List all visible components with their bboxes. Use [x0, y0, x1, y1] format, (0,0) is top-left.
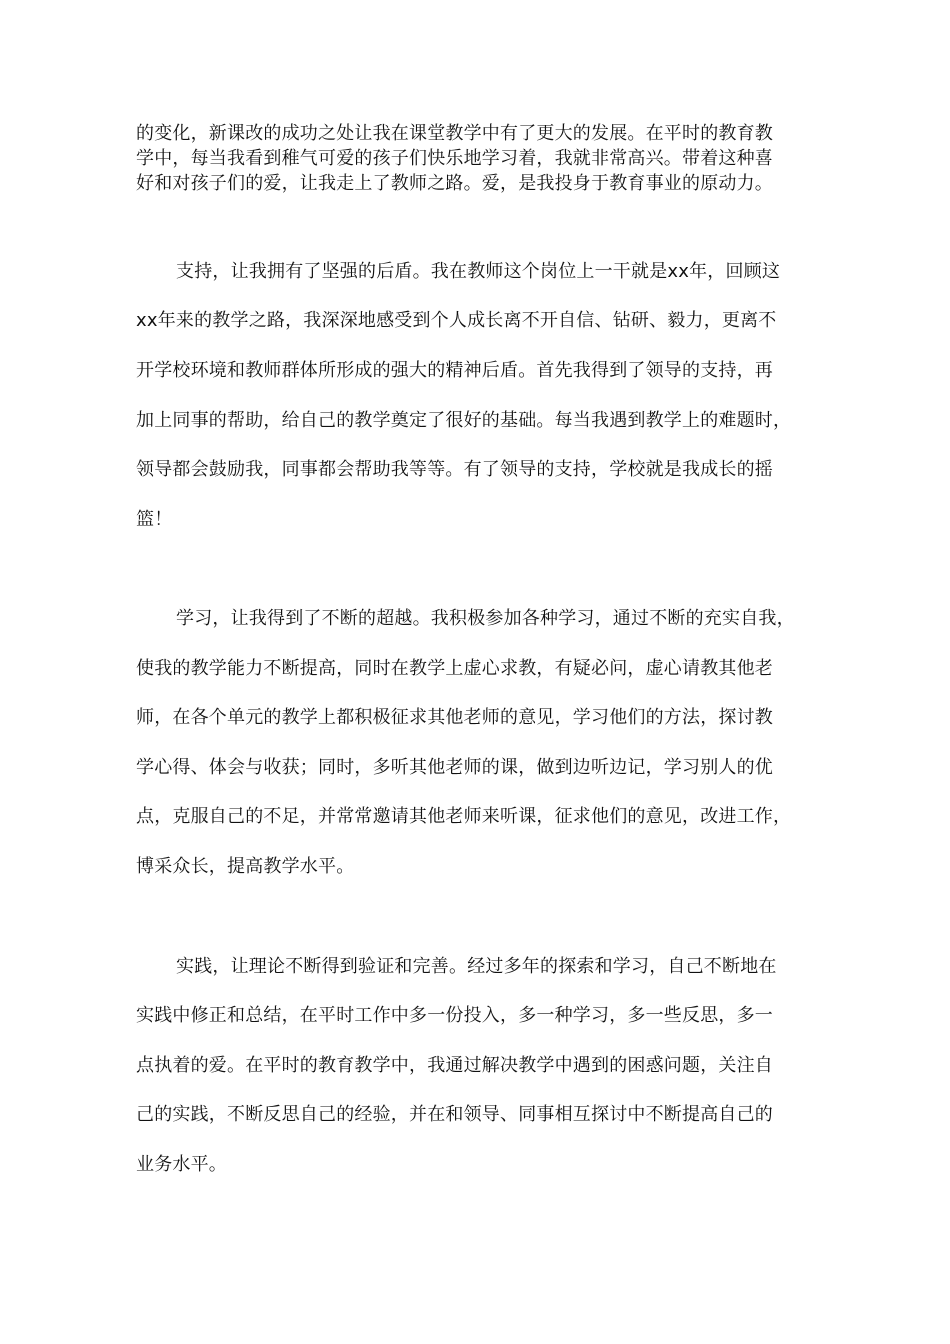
- paragraph-line: 使我的教学能力不断提高，同时在教学上虚心求教，有疑必问，虚心请教其他老: [136, 658, 773, 679]
- paragraph-line: 学中，每当我看到稚气可爱的孩子们快乐地学习着，我就非常高兴。带着这种喜: [136, 148, 773, 169]
- paragraph-line: 好和对孩子们的爱，让我走上了教师之路。爱，是我投身于教育事业的原动力。: [136, 173, 773, 194]
- paragraph-line: 实践，让理论不断得到验证和完善。经过多年的探索和学习，自己不断地在: [176, 956, 777, 977]
- paragraph-line: 己的实践，不断反思自己的经验，并在和领导、同事相互探讨中不断提高自己的: [136, 1104, 773, 1125]
- paragraph-line: 业务水平。: [136, 1154, 227, 1175]
- paragraph-line: 支持，让我拥有了坚强的后盾。我在教师这个岗位上一干就是xx年，回顾这: [176, 261, 781, 282]
- paragraph-line: xx年来的教学之路，我深深地感受到个人成长离不开自信、钻研、毅力，更离不: [136, 310, 777, 331]
- paragraph-line: 师，在各个单元的教学上都积极征求其他老师的意见，学习他们的方法，探讨教: [136, 707, 773, 728]
- paragraph-line: 博采众长，提高教学水平。: [136, 856, 355, 877]
- paragraph-line: 点执着的爱。在平时的教育教学中，我通过解决教学中遇到的困惑问题，关注自: [136, 1055, 773, 1076]
- paragraph-line: 加上同事的帮助，给自己的教学奠定了很好的基础。每当我遇到教学上的难题时，: [136, 410, 792, 431]
- paragraph-line: 领导都会鼓励我，同事都会帮助我等等。有了领导的支持，学校就是我成长的摇: [136, 459, 773, 480]
- paragraph-line: 篮！: [136, 509, 173, 530]
- paragraph-line: 的变化，新课改的成功之处让我在课堂教学中有了更大的发展。在平时的教育教: [136, 123, 773, 144]
- paragraph-line: 实践中修正和总结，在平时工作中多一份投入，多一种学习，多一些反思，多一: [136, 1005, 773, 1026]
- paragraph-line: 开学校环境和教师群体所形成的强大的精神后盾。首先我得到了领导的支持，再: [136, 360, 773, 381]
- paragraph-line: 学习，让我得到了不断的超越。我积极参加各种学习，通过不断的充实自我，: [176, 608, 795, 629]
- paragraph-line: 点，克服自己的不足，并常常邀请其他老师来听课，征求他们的意见，改进工作，: [136, 806, 792, 827]
- paragraph-line: 学心得、体会与收获；同时，多听其他老师的课，做到边听边记，学习别人的优: [136, 757, 773, 778]
